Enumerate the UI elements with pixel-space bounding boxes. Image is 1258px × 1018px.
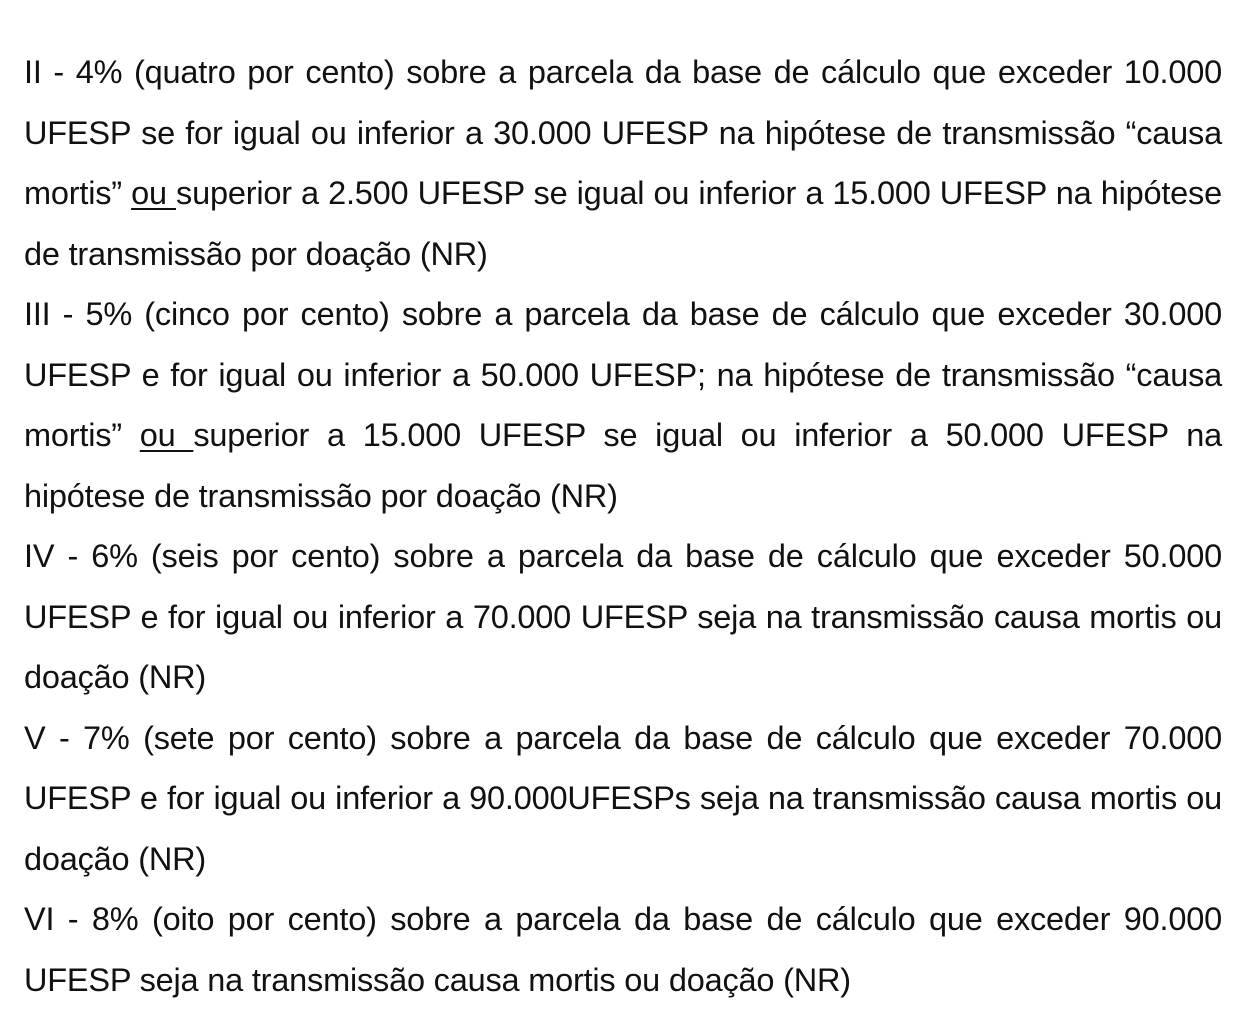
paragraph-item-v bbox=[24, 708, 1222, 890]
paragraph-iv-text: IV - 6% (seis por cento) sobre a parcela da base de cálculo que exceder 50.000 UFESP e for igual ou inferior a 70.000 UFESP seja na transmissão causa mortis ou doação (NR) bbox=[24, 538, 1222, 695]
paragraph-item-iv bbox=[24, 526, 1222, 708]
paragraph-ii-text: II - 4% (quatro por cento) sobre a parcela da base de cálculo que exceder 10.000 UFESP se for igual ou inferior a 30.000 UFESP na hipótese de transmissão “causa mortis” bbox=[24, 54, 1222, 211]
paragraph-iii-text-continued: superior a 15.000 UFESP se igual ou inferior a 50.000 UFESP na hipótese de transmissão por doação (NR) bbox=[24, 417, 1222, 514]
document-body bbox=[24, 42, 1222, 1010]
paragraph-iii-text: III - 5% (cinco por cento) sobre a parcela da base de cálculo que exceder 30.000 UFESP e for igual ou inferior a 50.000 UFESP; na hipótese de transmissão “causa mortis” bbox=[24, 296, 1222, 453]
paragraph-item-ii bbox=[24, 42, 1222, 284]
paragraph-iii-underlined-ou: ou bbox=[139, 417, 194, 453]
paragraph-ii-text-continued: superior a 2.500 UFESP se igual ou inferior a 15.000 UFESP na hipótese de transmissão por doação (NR) bbox=[24, 175, 1222, 272]
paragraph-v-text: V - 7% (sete por cento) sobre a parcela da base de cálculo que exceder 70.000 UFESP e for igual ou inferior a 90.000UFESPs seja na transmissão causa mortis ou doação (NR) bbox=[24, 719, 1222, 877]
paragraph-item-iii bbox=[24, 284, 1222, 526]
paragraph-ii-underlined-ou: ou bbox=[131, 175, 177, 211]
paragraph-item-vi bbox=[24, 889, 1222, 1010]
paragraph-vi-text: VI - 8% (oito por cento) sobre a parcela da base de cálculo que exceder 90.000 UFESP seja na transmissão causa mortis ou doação (NR) bbox=[24, 901, 1222, 998]
